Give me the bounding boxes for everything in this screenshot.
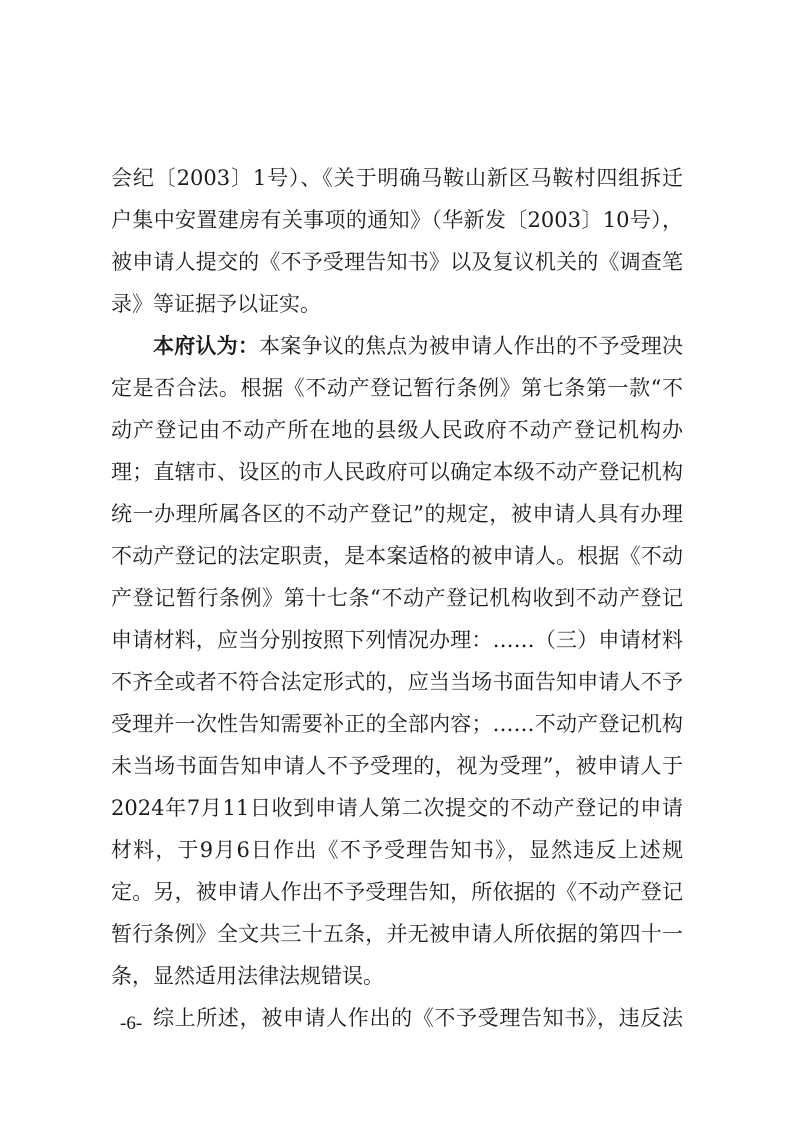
text-line: 定是否合法。根据《不动产登记暂行条例》第七条第一款“不 [111,376,683,400]
opinion-paragraph-start [153,326,683,366]
text-line: 动产登记由不动产所在地的县级人民政府不动产登记机构办 [111,418,683,442]
page-number: -6- [120,1013,143,1034]
text-line: 材料，于9月6日作出《不予受理告知书》，显然违反上述规 [111,838,683,862]
text-line: 统一办理所属各区的不动产登记”的规定，被申请人具有办理 [111,502,683,526]
text-line: 未当场书面告知申请人不予受理的，视为受理”，被申请人于 [111,754,683,778]
text-line: 户集中安置建房有关事项的通知》（华新发〔2003〕10号）， [111,208,683,232]
text-line: 产登记暂行条例》第十七条“不动产登记机构收到不动产登记 [111,586,683,610]
text-line: 会纪〔2003〕1号）、《关于明确马鞍山新区马鞍村四组拆迁 [111,166,683,190]
text-line: 条，显然适用法律法规错误。 [111,964,384,988]
text-line: 2024年7月11日收到申请人第二次提交的不动产登记的申请 [111,796,683,820]
opinion-heading: 本府认为： [153,333,260,358]
conclusion-line: 综上所述，被申请人作出的《不予受理告知书》，违反法 [153,1006,683,1030]
text-line: 暂行条例》全文共三十五条，并无被申请人所依据的第四十一 [111,922,683,946]
text-line: 受理并一次性告知需要补正的全部内容；……不动产登记机构 [111,712,683,736]
text-line: 定。另，被申请人作出不予受理告知，所依据的《不动产登记 [111,880,683,904]
text-line: 理；直辖市、设区的市人民政府可以确定本级不动产登记机构 [111,460,683,484]
text-line: 申请材料，应当分别按照下列情况办理：……（三）申请材料 [111,628,683,652]
text-line: 不齐全或者不符合法定形式的，应当当场书面告知申请人不予 [111,670,683,694]
text-line: 不动产登记的法定职责，是本案适格的被申请人。根据《不动 [111,544,683,568]
text-line: 被申请人提交的《不予受理告知书》以及复议机关的《调查笔 [111,250,683,274]
opinion-first-line: 本案争议的焦点为被申请人作出的不予受理决 [259,334,683,358]
text-line: 录》等证据予以证实。 [111,292,321,316]
